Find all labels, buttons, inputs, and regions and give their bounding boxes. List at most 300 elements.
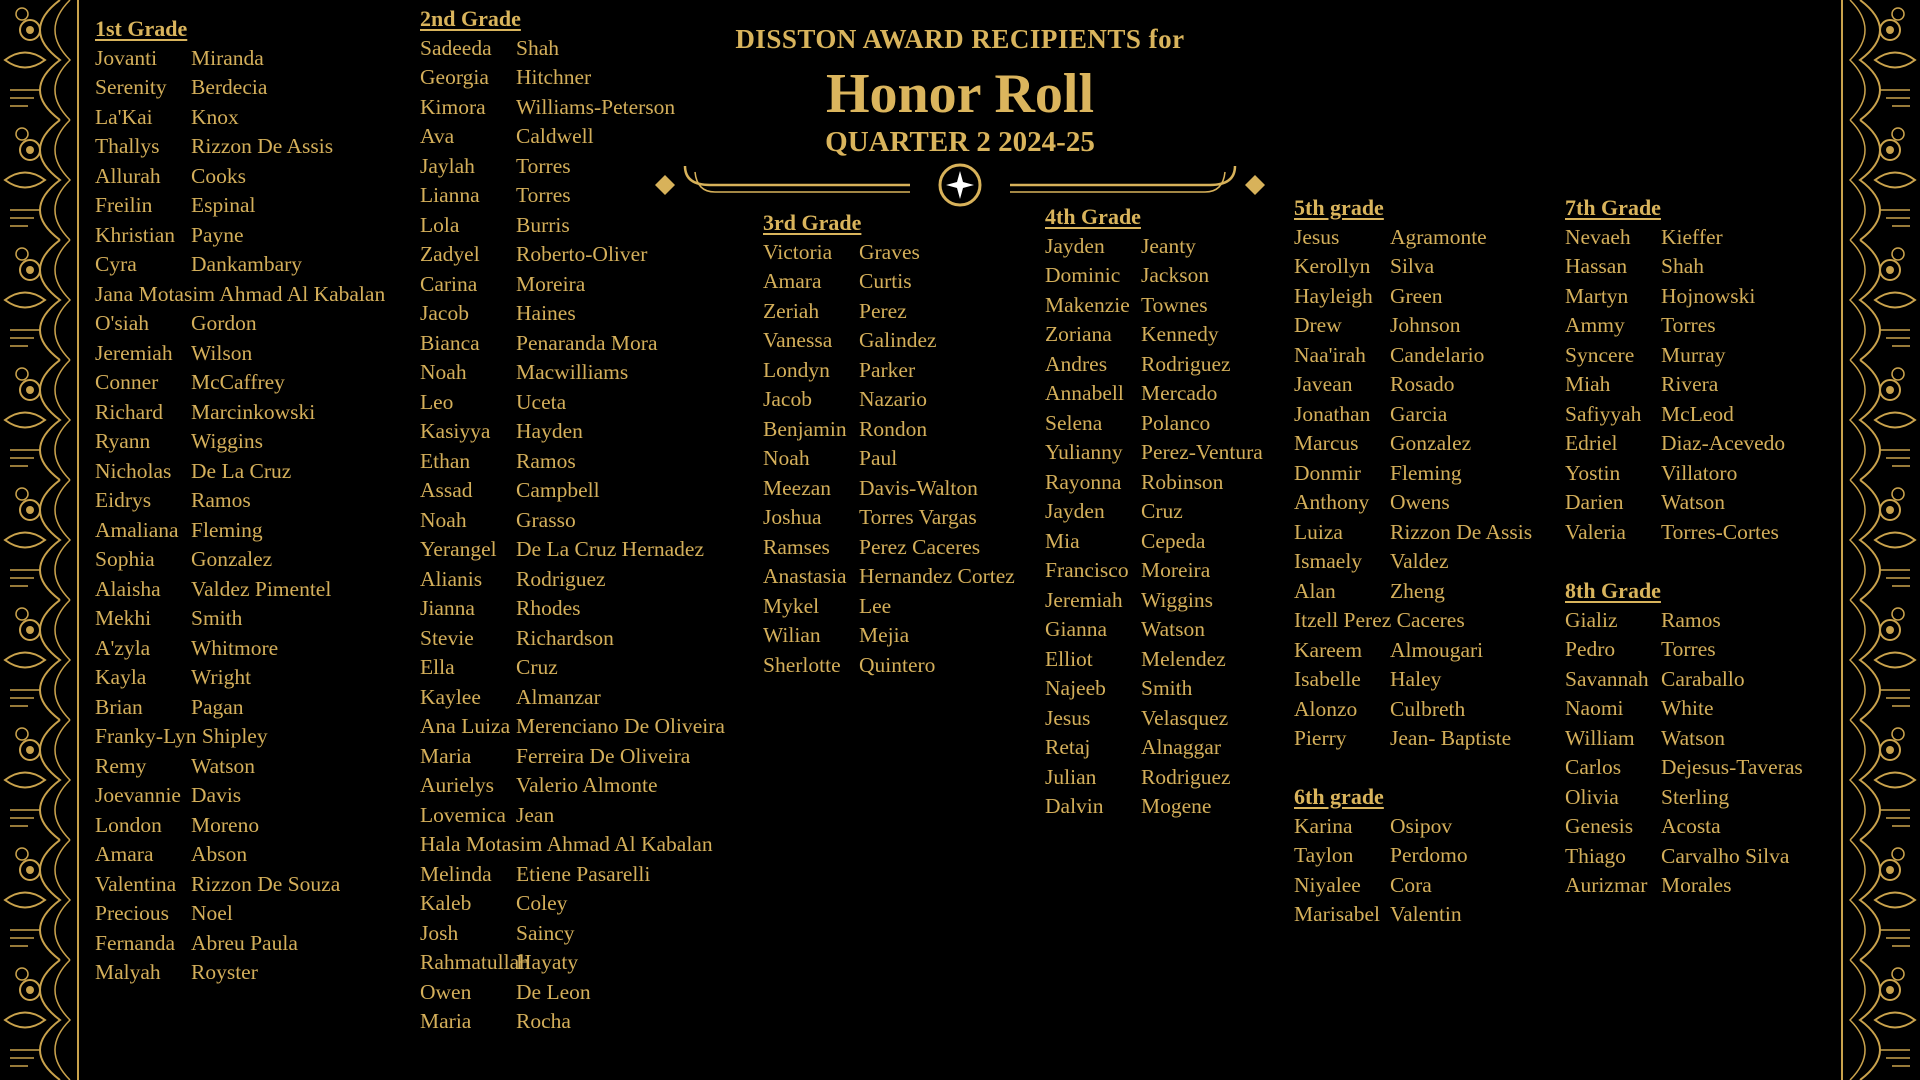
student-row: [1565, 753, 1803, 783]
student-first-name: William: [1565, 725, 1635, 750]
student-last-name: Cruz: [1141, 499, 1183, 523]
student-first-name: Hassan: [1565, 254, 1628, 278]
student-row: [1045, 704, 1263, 734]
student-last-name: Curtis: [859, 269, 912, 293]
student-last-name: Garcia: [1390, 401, 1448, 426]
student-last-name: Rivera: [1661, 372, 1719, 396]
student-first-name: La'Kai: [95, 104, 153, 129]
student-row: [420, 506, 725, 536]
student-last-name: Rodriguez: [516, 566, 606, 591]
student-row: [420, 919, 725, 949]
student-row: [420, 978, 725, 1008]
student-first-name: Mia: [1045, 528, 1080, 553]
student-first-name: Jeremiah: [95, 340, 173, 365]
student-row: [420, 417, 725, 447]
student-row: [1294, 518, 1532, 548]
student-first-name: Kerollyn: [1294, 254, 1371, 278]
student-first-name: Joevannie: [95, 783, 181, 807]
student-last-name: Marcinkowski: [191, 399, 316, 424]
student-row: [1565, 282, 1785, 312]
grade-heading: 2nd Grade: [420, 6, 521, 31]
student-last-name: Hitchner: [516, 65, 592, 89]
student-first-name: Jaylah: [420, 153, 475, 178]
student-last-name: Zheng: [1390, 578, 1445, 603]
student-first-name: Jesus: [1045, 705, 1091, 730]
student-last-name: Espinal: [191, 193, 256, 217]
student-first-name: Edriel: [1565, 431, 1618, 455]
student-row: [763, 415, 1015, 445]
student-row: [420, 712, 725, 742]
student-last-name: Watson: [191, 753, 255, 778]
student-first-name: Hayleigh: [1294, 283, 1373, 308]
student-first-name: Thiago: [1565, 843, 1626, 868]
page-title: Honor Roll: [825, 63, 1095, 125]
student-row: [763, 503, 1015, 533]
student-last-name: Perdomo: [1390, 843, 1468, 867]
student-row: [420, 476, 725, 506]
student-first-name: Hala Motasim Ahmad Al Kabalan: [420, 832, 713, 856]
student-row: [420, 860, 725, 890]
student-last-name: Watson: [1141, 617, 1205, 641]
student-last-name: Smith: [191, 606, 243, 630]
student-last-name: Torres: [1661, 637, 1716, 661]
student-first-name: Marisabel: [1294, 902, 1380, 926]
student-last-name: Torres Vargas: [859, 505, 977, 529]
student-row: [1565, 694, 1803, 724]
grade-heading: 5th grade: [1294, 195, 1384, 220]
student-row: [1045, 468, 1263, 498]
student-row: [1565, 724, 1803, 754]
student-last-name: Green: [1390, 283, 1443, 308]
student-last-name: Torres: [1661, 313, 1716, 337]
student-row: [1294, 282, 1532, 312]
student-last-name: Mercado: [1141, 381, 1218, 405]
student-last-name: Perez: [859, 298, 907, 323]
student-last-name: Rhodes: [516, 596, 581, 620]
student-first-name: Stevie: [420, 625, 474, 650]
student-first-name: Allurah: [95, 163, 161, 188]
student-last-name: Caldwell: [516, 124, 594, 148]
student-last-name: Hayden: [516, 419, 583, 443]
student-first-name: Darien: [1565, 490, 1624, 514]
student-row: [420, 358, 725, 388]
student-row: [420, 535, 725, 565]
student-row: [1294, 370, 1532, 400]
student-row: [763, 356, 1015, 386]
student-last-name: Wright: [191, 665, 252, 689]
student-last-name: Candelario: [1390, 342, 1485, 367]
student-last-name: Jeanty: [1141, 233, 1196, 258]
student-first-name: Luiza: [1294, 519, 1343, 544]
student-row: [95, 280, 385, 310]
student-row: [95, 929, 385, 959]
student-row: [95, 840, 385, 870]
student-row: [420, 388, 725, 418]
student-row: [1294, 459, 1532, 489]
student-first-name: Mekhi: [95, 606, 152, 630]
student-last-name: Perez Caceres: [859, 534, 981, 559]
student-row: [95, 73, 385, 103]
student-row: [420, 181, 725, 211]
student-row: [763, 533, 1015, 563]
student-first-name: Yerangel: [420, 537, 497, 561]
student-first-name: Jacob: [763, 387, 812, 411]
student-last-name: Jean- Baptiste: [1390, 726, 1512, 750]
student-first-name: Elliot: [1045, 646, 1093, 671]
student-row: [95, 309, 385, 339]
student-first-name: Carina: [420, 271, 478, 296]
student-first-name: Anthony: [1294, 490, 1370, 514]
student-first-name: Pierry: [1294, 726, 1347, 750]
student-first-name: Zadyel: [420, 242, 480, 266]
student-row: [1045, 350, 1263, 380]
student-last-name: Robinson: [1141, 469, 1224, 494]
student-last-name: Moreira: [1141, 558, 1211, 582]
student-row: [1565, 400, 1785, 430]
student-row: [1294, 812, 1468, 842]
student-row: [1294, 606, 1532, 636]
student-last-name: Shah: [1661, 254, 1704, 278]
student-row: [1045, 556, 1263, 586]
student-row: [1565, 842, 1803, 872]
student-first-name: Jesus: [1294, 224, 1340, 249]
student-first-name: Retaj: [1045, 735, 1091, 759]
student-row: [1294, 636, 1532, 666]
student-last-name: Culbreth: [1390, 696, 1466, 721]
student-last-name: Ramos: [1661, 607, 1721, 632]
student-row: [1565, 223, 1785, 253]
student-first-name: Ethan: [420, 448, 471, 473]
student-last-name: Etiene Pasarelli: [516, 861, 651, 886]
student-last-name: Hayaty: [516, 950, 579, 974]
student-first-name: Alonzo: [1294, 696, 1358, 721]
student-last-name: Gonzalez: [1390, 431, 1472, 455]
student-row: [763, 267, 1015, 297]
student-last-name: Abreu Paula: [191, 930, 298, 955]
grade-heading: 3rd Grade: [763, 210, 862, 235]
student-first-name: Owen: [420, 979, 472, 1004]
student-last-name: McCaffrey: [191, 370, 285, 394]
student-last-name: Valentin: [1390, 902, 1462, 926]
student-first-name: Franky-Lyn Shipley: [95, 724, 268, 748]
student-row: [1565, 665, 1803, 695]
grade-7-list: [1565, 193, 1785, 547]
student-first-name: Makenzie: [1045, 292, 1130, 317]
student-first-name: Alan: [1294, 578, 1336, 603]
student-row: [1045, 763, 1263, 793]
student-row: [420, 948, 725, 978]
student-last-name: Davis-Walton: [859, 475, 978, 500]
student-row: [95, 781, 385, 811]
student-first-name: Kaleb: [420, 891, 472, 915]
student-row: [1045, 320, 1263, 350]
student-last-name: Silva: [1390, 254, 1435, 278]
student-row: [1294, 488, 1532, 518]
grade-heading: 1st Grade: [95, 16, 188, 41]
student-first-name: Martyn: [1565, 283, 1629, 308]
student-last-name: Burris: [516, 212, 570, 237]
student-last-name: Fleming: [191, 517, 263, 542]
student-row: [95, 958, 385, 988]
student-first-name: Alianis: [420, 566, 483, 591]
student-row: [420, 889, 725, 919]
student-first-name: Rahmatullah: [420, 950, 530, 974]
student-row: [1565, 812, 1803, 842]
student-row: [1045, 733, 1263, 763]
student-last-name: Rizzon De Assis: [1390, 519, 1533, 544]
student-row: [95, 368, 385, 398]
student-row: [420, 240, 725, 270]
student-last-name: Alnaggar: [1141, 735, 1221, 759]
student-first-name: Aurizmar: [1565, 873, 1648, 897]
student-row: [95, 191, 385, 221]
student-row: [1565, 311, 1785, 341]
student-last-name: Valerio Almonte: [516, 773, 658, 797]
student-row: [1294, 311, 1532, 341]
student-first-name: Julian: [1045, 764, 1097, 789]
student-row: [1045, 232, 1263, 262]
student-row: [95, 545, 385, 575]
student-last-name: Hernandez Cortez: [859, 564, 1015, 588]
student-first-name: Ammy: [1565, 313, 1625, 337]
student-last-name: Roberto-Oliver: [516, 242, 648, 266]
student-first-name: Leo: [420, 389, 454, 414]
student-row: [1294, 341, 1532, 371]
student-row: [763, 651, 1015, 681]
student-row: [1045, 409, 1263, 439]
student-first-name: Cyra: [95, 252, 137, 276]
student-first-name: Lianna: [420, 183, 480, 207]
student-last-name: Perez-Ventura: [1141, 440, 1263, 464]
student-first-name: Victoria: [763, 239, 833, 264]
student-first-name: Ismaely: [1294, 549, 1363, 573]
student-row: [1294, 695, 1532, 725]
student-row: [95, 663, 385, 693]
student-row: [763, 444, 1015, 474]
student-last-name: Berdecia: [191, 75, 268, 99]
student-last-name: Saincy: [516, 920, 575, 945]
student-last-name: Torres: [516, 153, 571, 178]
student-last-name: Cepeda: [1141, 528, 1206, 553]
student-last-name: Parker: [859, 357, 916, 382]
student-first-name: Remy: [95, 753, 147, 778]
student-row: [420, 801, 725, 831]
student-first-name: Ava: [420, 124, 455, 148]
student-row: [1565, 518, 1785, 548]
student-last-name: Kennedy: [1141, 322, 1219, 346]
student-first-name: Jayden: [1045, 233, 1105, 258]
student-first-name: Syncere: [1565, 342, 1635, 367]
student-first-name: Jacob: [420, 301, 469, 325]
student-row: [95, 870, 385, 900]
student-row: [95, 162, 385, 192]
student-first-name: Kimora: [420, 94, 486, 119]
student-last-name: Rodriguez: [1141, 764, 1231, 789]
grade-4-list: [1045, 202, 1263, 822]
student-row: [95, 575, 385, 605]
student-last-name: Jean: [516, 802, 555, 827]
student-last-name: Smith: [1141, 676, 1193, 700]
student-last-name: Haines: [516, 301, 576, 325]
student-first-name: Ramses: [763, 534, 830, 559]
student-first-name: Vanessa: [763, 328, 833, 352]
student-row: [1565, 783, 1803, 813]
student-first-name: Naomi: [1565, 696, 1624, 720]
student-row: [95, 722, 385, 752]
student-last-name: Velasquez: [1141, 705, 1229, 730]
student-row: [95, 221, 385, 251]
student-first-name: Sherlotte: [763, 652, 841, 677]
student-last-name: Campbell: [516, 478, 600, 502]
student-row: [95, 457, 385, 487]
student-first-name: Zeriah: [763, 298, 820, 323]
student-first-name: Lola: [420, 212, 460, 237]
student-row: [1294, 400, 1532, 430]
student-last-name: Dankambary: [191, 252, 303, 276]
student-last-name: Royster: [191, 960, 258, 984]
student-row: [95, 752, 385, 782]
student-last-name: Hojnowski: [1661, 283, 1756, 308]
student-row: [420, 565, 725, 595]
header-subtitle: DISSTON AWARD RECIPIENTS for: [735, 24, 1185, 54]
student-last-name: Paul: [859, 446, 898, 470]
student-last-name: Coley: [516, 891, 568, 915]
student-last-name: Cora: [1390, 872, 1432, 897]
student-row: [95, 693, 385, 723]
student-row: [420, 34, 725, 64]
student-first-name: Lovemica: [420, 802, 506, 827]
student-row: [1294, 547, 1532, 577]
student-row: [763, 385, 1015, 415]
student-first-name: Genesis: [1565, 814, 1634, 838]
student-last-name: Owens: [1390, 490, 1450, 514]
student-last-name: Richardson: [516, 625, 614, 650]
student-last-name: Carvalho Silva: [1661, 843, 1790, 868]
student-last-name: Wiggins: [1141, 587, 1213, 612]
student-last-name: Rizzon De Souza: [191, 871, 341, 896]
student-last-name: Polanco: [1141, 410, 1211, 435]
student-first-name: Gianna: [1045, 617, 1108, 641]
student-first-name: Georgia: [420, 65, 489, 89]
student-first-name: Kaylee: [420, 684, 481, 709]
student-row: [763, 474, 1015, 504]
student-last-name: Ramos: [191, 488, 251, 512]
student-last-name: Noel: [191, 901, 233, 925]
student-last-name: Watson: [1661, 725, 1725, 750]
student-row: [95, 44, 385, 74]
student-first-name: Carlos: [1565, 755, 1622, 779]
student-first-name: Josh: [420, 920, 459, 945]
student-first-name: Bianca: [420, 330, 480, 355]
student-first-name: Niyalee: [1294, 872, 1361, 897]
student-first-name: Javean: [1294, 372, 1353, 396]
student-row: [420, 653, 725, 683]
student-row: [420, 830, 725, 860]
student-first-name: Malyah: [95, 960, 161, 984]
student-first-name: Wilian: [763, 623, 821, 647]
student-last-name: McLeod: [1661, 401, 1734, 426]
student-last-name: Sterling: [1661, 784, 1730, 809]
student-last-name: Acosta: [1661, 814, 1721, 838]
student-first-name: Eidrys: [95, 488, 152, 512]
student-first-name: Fernanda: [95, 930, 175, 955]
student-last-name: De La Cruz: [191, 458, 292, 483]
student-first-name: Safiyyah: [1565, 401, 1642, 426]
student-last-name: Osipov: [1390, 813, 1453, 838]
student-first-name: Khristian: [95, 222, 176, 247]
student-first-name: Aurielys: [420, 773, 495, 797]
student-row: [420, 122, 725, 152]
student-last-name: Mejia: [859, 623, 910, 647]
student-first-name: Dominic: [1045, 263, 1121, 287]
student-first-name: Freilin: [95, 193, 153, 217]
student-row: [420, 329, 725, 359]
student-row: [1045, 438, 1263, 468]
student-row: [1565, 252, 1785, 282]
student-row: [420, 594, 725, 624]
student-first-name: Jana Motasim Ahmad Al Kabalan: [95, 281, 386, 306]
student-last-name: Moreira: [516, 271, 586, 296]
student-last-name: De Leon: [516, 979, 591, 1004]
student-first-name: Pedro: [1565, 637, 1616, 661]
student-first-name: Gializ: [1565, 607, 1618, 632]
student-last-name: Penaranda Mora: [516, 330, 658, 355]
student-row: [1045, 527, 1263, 557]
student-first-name: Francisco: [1045, 558, 1129, 582]
student-first-name: Jianna: [420, 596, 475, 620]
student-last-name: Merenciano De Oliveira: [516, 714, 725, 738]
student-last-name: Rocha: [516, 1009, 571, 1033]
student-last-name: Moreno: [191, 812, 260, 837]
student-first-name: Thallys: [95, 134, 160, 158]
student-first-name: Olivia: [1565, 784, 1619, 809]
student-row: [1565, 370, 1785, 400]
student-first-name: Noah: [420, 360, 467, 384]
student-last-name: Jackson: [1141, 263, 1210, 287]
student-first-name: Miah: [1565, 372, 1611, 396]
student-last-name: Almougari: [1390, 637, 1484, 662]
student-first-name: Kayla: [95, 665, 147, 689]
student-first-name: Assad: [420, 478, 473, 502]
grade-5-list: [1294, 193, 1532, 754]
student-row: [1294, 223, 1532, 253]
student-first-name: Karina: [1294, 813, 1353, 838]
student-row: [420, 624, 725, 654]
student-row: [95, 486, 385, 516]
student-last-name: Wilson: [191, 340, 253, 365]
student-row: [1565, 871, 1803, 901]
student-row: [420, 211, 725, 241]
student-first-name: Ella: [420, 655, 455, 679]
student-row: [1294, 577, 1532, 607]
student-last-name: Valdez Pimentel: [191, 576, 332, 601]
student-last-name: Miranda: [191, 45, 264, 70]
student-first-name: London: [95, 812, 162, 837]
student-last-name: Cruz: [516, 655, 558, 679]
student-first-name: Alaisha: [95, 576, 161, 601]
student-last-name: Rosado: [1390, 372, 1455, 396]
student-last-name: Kieffer: [1661, 224, 1723, 249]
student-row: [1294, 429, 1532, 459]
student-last-name: Torres-Cortes: [1661, 519, 1779, 544]
grade-8-list: [1565, 576, 1803, 901]
student-first-name: Zoriana: [1045, 322, 1112, 346]
grade-1-list: [95, 14, 385, 988]
student-row: [95, 516, 385, 546]
student-last-name: Galindez: [859, 328, 937, 352]
student-last-name: Pagan: [191, 694, 244, 719]
student-row: [95, 250, 385, 280]
